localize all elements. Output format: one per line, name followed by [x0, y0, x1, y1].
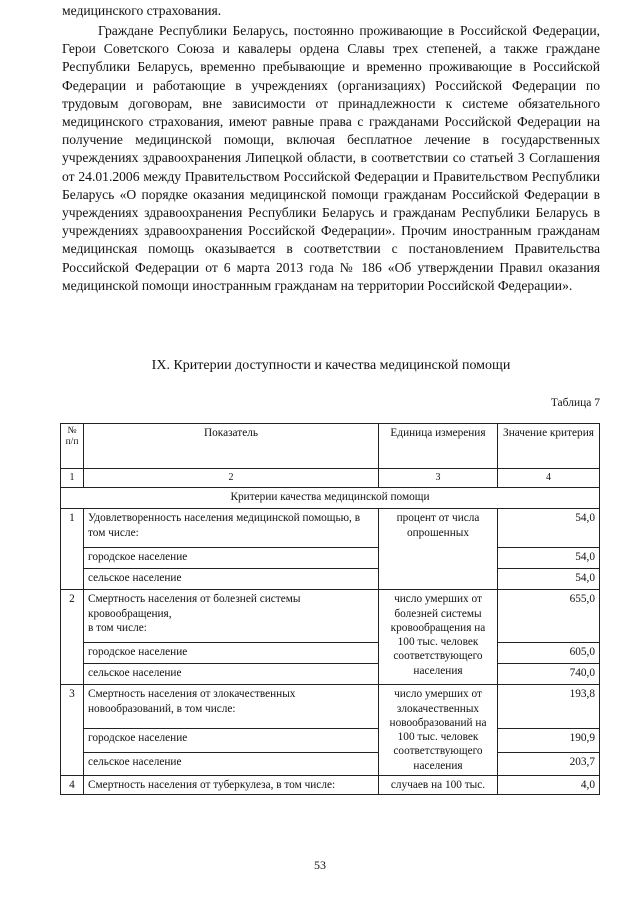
unit-cell: процент от числа опрошенных [379, 509, 498, 590]
value-cell: 54,0 [498, 509, 600, 548]
table-row [61, 643, 600, 664]
value-cell: 655,0 [498, 590, 600, 643]
column-index: 3 [379, 469, 498, 488]
indicator-name: Смертность населения от болезней системы кровообращения, в том числе: [84, 590, 379, 643]
sub-indicator-name: городское население [84, 548, 379, 569]
indicator-name: Смертность населения от злокачественных новообразований, в том числе: [84, 685, 379, 729]
column-index: 1 [61, 469, 84, 488]
value-cell: 54,0 [498, 548, 600, 569]
table-row [61, 752, 600, 776]
section-caption: Критерии качества медицинской помощи [61, 488, 600, 509]
value-cell: 54,0 [498, 569, 600, 590]
lead-text: медицинского страхования. [62, 3, 222, 18]
table-row [61, 590, 600, 643]
sub-indicator-name: сельское население [84, 752, 379, 776]
column-index: 4 [498, 469, 600, 488]
sub-indicator-name: городское население [84, 729, 379, 753]
section-caption-row [61, 488, 600, 509]
column-index: 2 [84, 469, 379, 488]
indicator-name: Смертность населения от туберкулеза, в том числе: [84, 776, 379, 795]
sub-indicator-name: сельское население [84, 664, 379, 685]
header-value: Значение критерия [498, 424, 600, 469]
value-cell: 4,0 [498, 776, 600, 795]
value-cell: 203,7 [498, 752, 600, 776]
unit-cell: случаев на 100 тыс. [379, 776, 498, 795]
unit-cell: число умерших от болезней системы кровообращения на 100 тыс. человек соответствующего населения [379, 590, 498, 685]
section-heading: IX. Критерии доступности и качества медицинской помощи [151, 358, 511, 373]
column-index-row [61, 469, 600, 488]
table-row [61, 569, 600, 590]
value-cell: 193,8 [498, 685, 600, 729]
table-header-row [61, 424, 600, 469]
table-row [61, 548, 600, 569]
header-num: № п/п [61, 424, 84, 469]
table-row [61, 509, 600, 548]
sub-indicator-name: сельское население [84, 569, 379, 590]
body-paragraph: Граждане Республики Беларусь, постоянно проживающие в Российской Федерации, Герои Советского Союза и кавалеры ордена Славы трех степеней, а также граждане Республики Беларусь, временно пребывающие и временно проживающие в Российской Федерации и работающие в учреждениях (организациях) Российской Федерации по трудовым договорам, вне зависимости от принадлежности к системе обязательного медицинского страхования, имеют равные права с гражданами Российской Федерации на получение медицинской помощи, включая бесплатное лечение в государственных учреждениях здравоохранения Липецкой области, в соответствии со статьей 3 Соглашения от 24.01.2006 между Правительством Российской Федерации и Правительством Республики Беларусь «О порядке оказания медицинской помощи гражданам Российской Федерации в учреждениях здравоохранения Республики Беларусь и гражданам Республики Беларусь в учреждениях здравоохранения Российской Федерации». Прочим иностранным гражданам медицинская помощь оказывается в соответствии с постановлением Правительства Российской Федерации от 6 марта 2013 года № 186 «Об утверждении Правил оказания медицинской помощи иностранным гражданам на территории Российской Федерации». [62, 23, 600, 293]
criteria-table [60, 423, 600, 795]
page-number: 53 [314, 858, 326, 872]
row-number: 1 [61, 509, 84, 590]
value-cell: 190,9 [498, 729, 600, 753]
table-row [61, 664, 600, 685]
indicator-name: Удовлетворенность населения медицинской помощью, в том числе: [84, 509, 379, 548]
table-row [61, 729, 600, 753]
row-number: 2 [61, 590, 84, 685]
header-indicator: Показатель [84, 424, 379, 469]
unit-cell: число умерших от злокачественных новообразований на 100 тыс. человек соответствующего населения [379, 685, 498, 776]
table-row [61, 776, 600, 795]
value-cell: 740,0 [498, 664, 600, 685]
sub-indicator-name: городское население [84, 643, 379, 664]
table-label: Таблица 7 [550, 397, 600, 409]
row-number: 4 [61, 776, 84, 795]
value-cell: 605,0 [498, 643, 600, 664]
header-unit: Единица измерения [379, 424, 498, 469]
row-number: 3 [61, 685, 84, 776]
table-row [61, 685, 600, 729]
